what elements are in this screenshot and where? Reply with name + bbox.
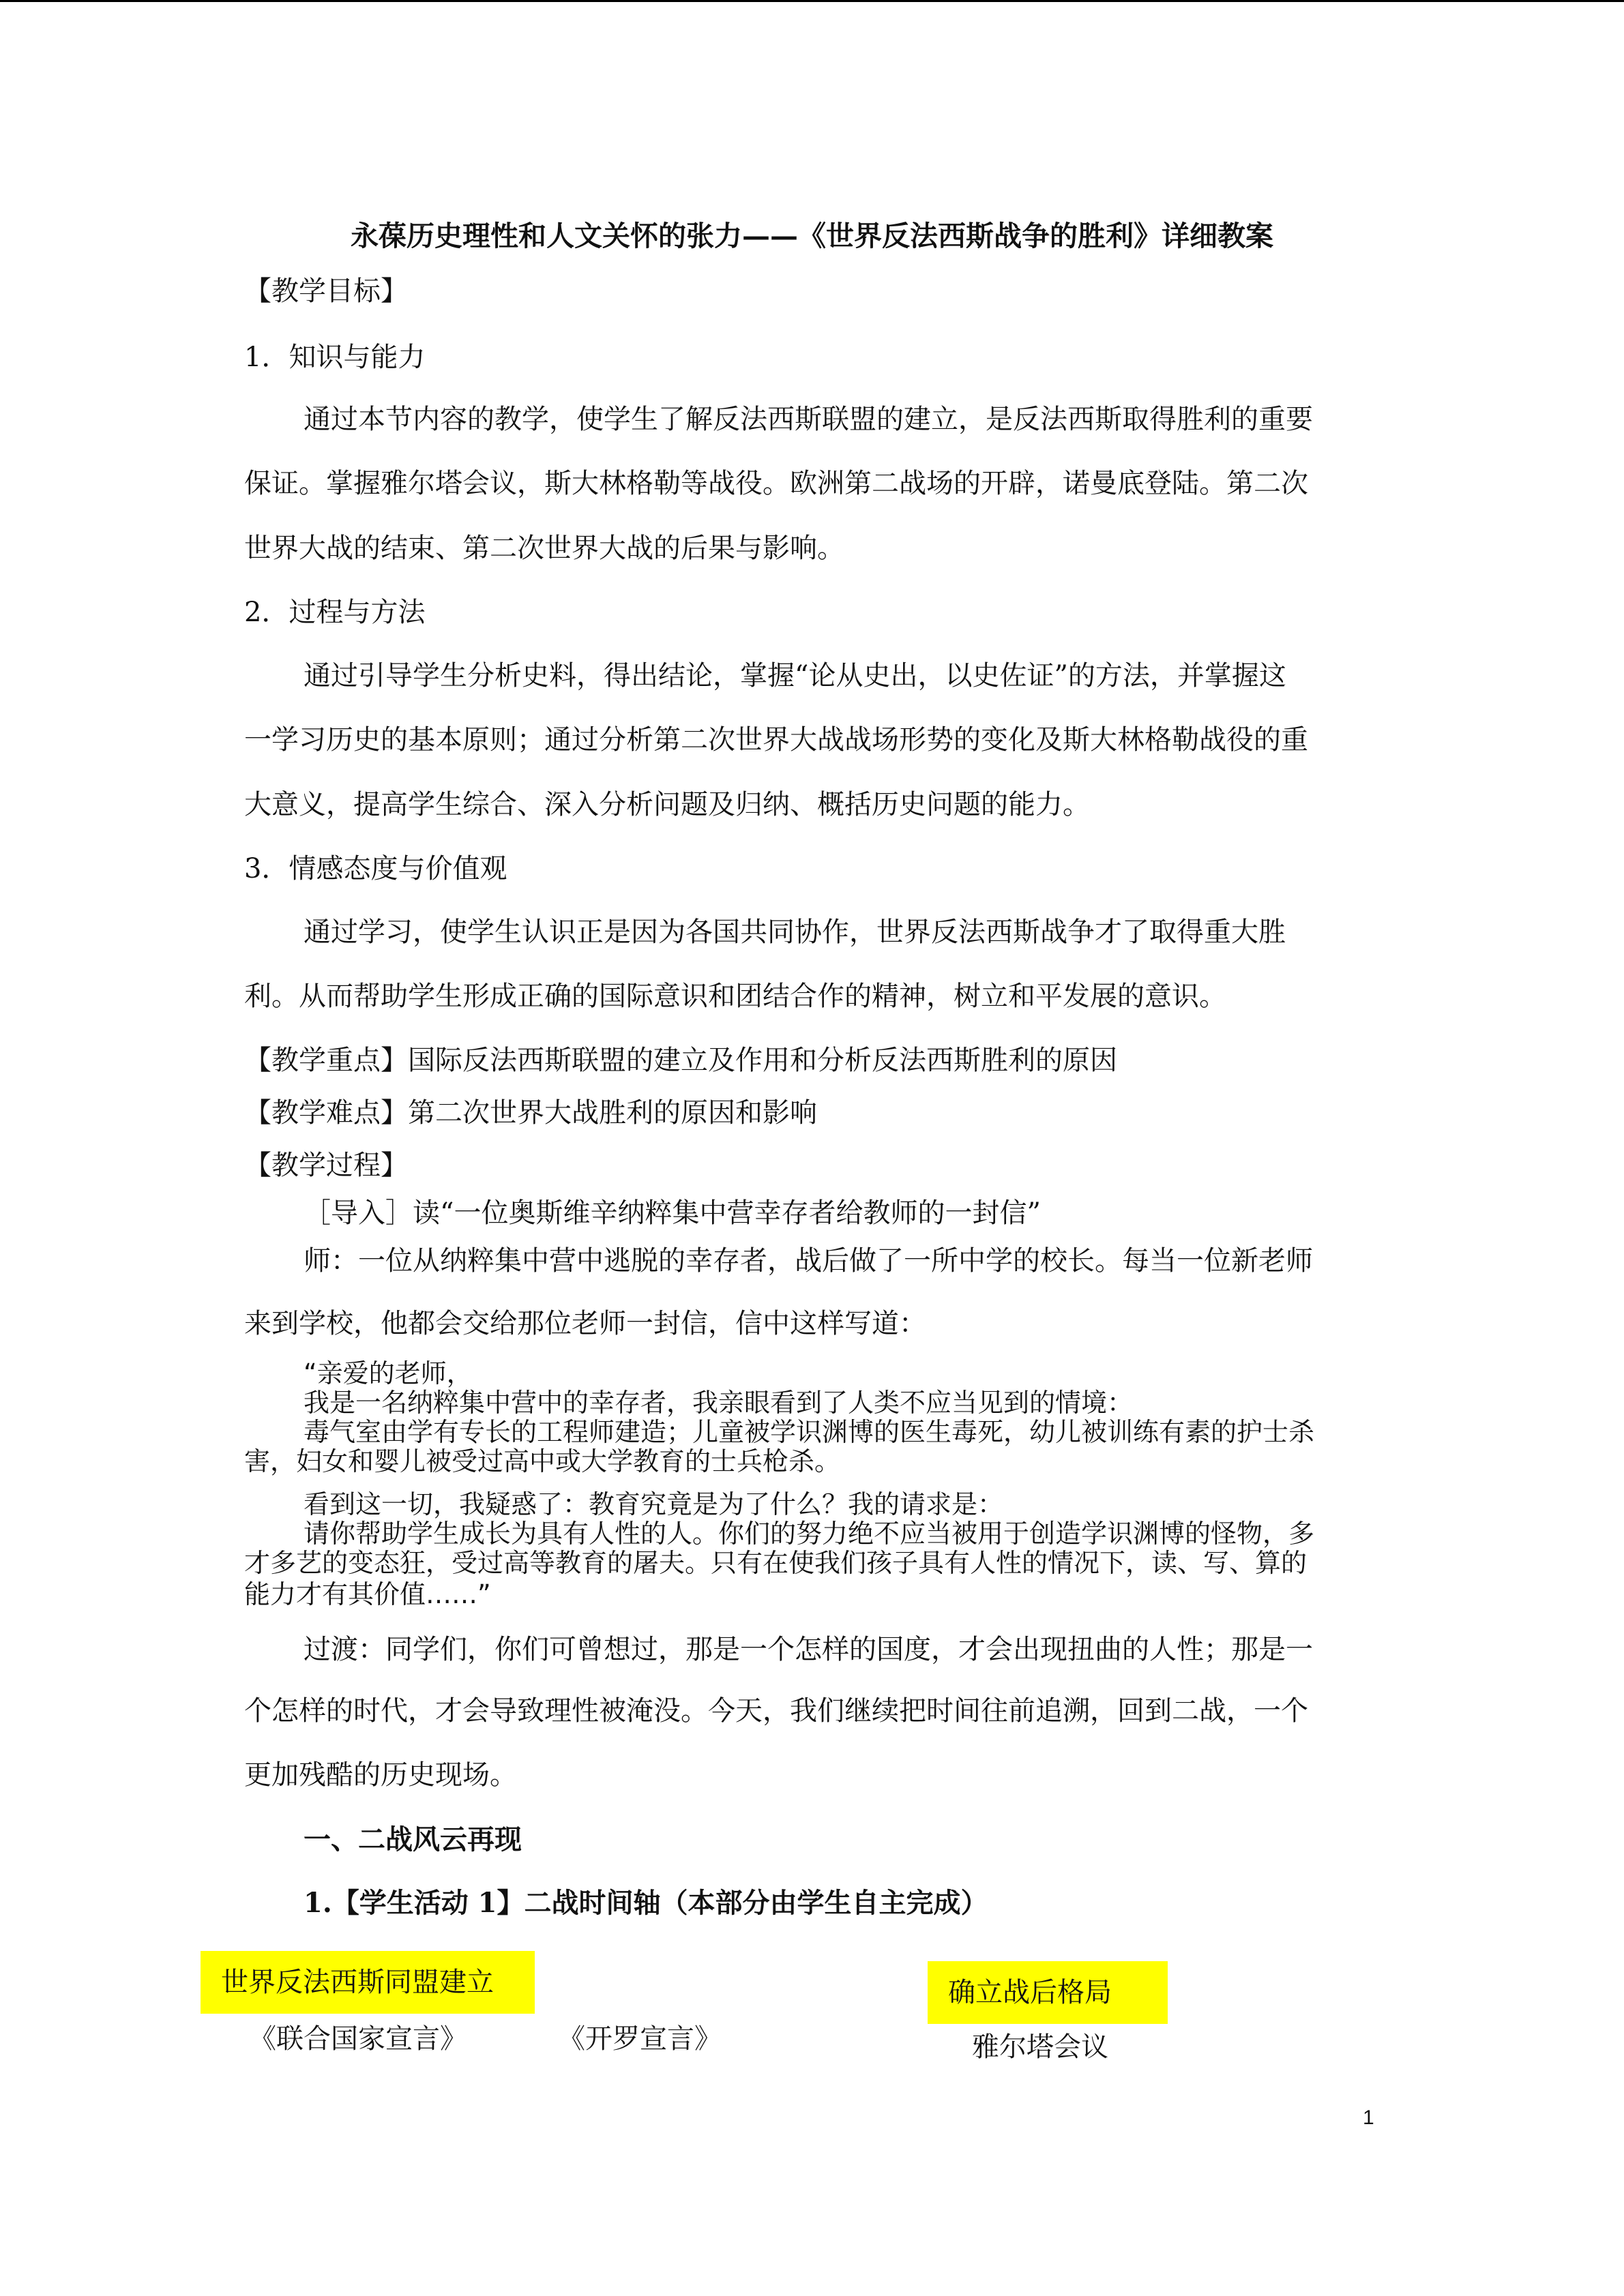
key-point: 【教学重点】国际反法西斯联盟的建立及作用和分析反法西斯胜利的原因	[244, 1045, 1117, 1076]
teacher-line: 来到学校，他都会交给那位老师一封信，信中这样写道：	[244, 1308, 926, 1339]
letter-line: 能力才有其价值……”	[244, 1579, 491, 1609]
letter-line: 看到这一切，我疑惑了：教育究竟是为了什么？我的请求是：	[304, 1489, 1004, 1519]
emotion-paragraph-line: 通过学习，使学生认识正是因为各国共同协作，世界反法西斯战争才了取得重大胜	[304, 916, 1286, 948]
difficulty: 【教学难点】第二次世界大战胜利的原因和影响	[244, 1097, 817, 1129]
letter-line: 我是一名纳粹集中营中的幸存者，我亲眼看到了人类不应当见到的情境：	[304, 1388, 1134, 1418]
knowledge-paragraph-line: 保证。掌握雅尔塔会议，斯大林格勒等战役。欧洲第二战场的开辟，诺曼底登陆。第二次	[244, 468, 1308, 499]
teacher-line: 师：一位从纳粹集中营中逃脱的幸存者，战后做了一所中学的校长。每当一位新老师	[304, 1245, 1313, 1277]
letter-line: 毒气室由学有专长的工程师建造；儿童被学识渊博的医生毒死，幼儿被训练有素的护士杀	[304, 1417, 1315, 1447]
knowledge-paragraph-line: 通过本节内容的教学，使学生了解反法西斯联盟的建立，是反法西斯取得胜利的重要	[304, 404, 1313, 435]
transition-line: 过渡：同学们，你们可曾想过，那是一个怎样的国度，才会出现扭曲的人性；那是一	[304, 1634, 1313, 1665]
page-number: 1	[1363, 2106, 1374, 2129]
process-paragraph-line: 通过引导学生分析史料，得出结论，掌握“论从史出，以史佐证”的方法，并掌握这	[304, 660, 1286, 691]
timeline-box-alliance	[201, 1951, 535, 2014]
transition-line: 更加残酷的历史现场。	[244, 1759, 517, 1791]
objectives-heading: 【教学目标】	[244, 275, 408, 307]
emotion-values-title: 3．情感态度与价值观	[244, 853, 507, 884]
timeline-item: 雅尔塔会议	[972, 2031, 1108, 2063]
process-heading: 【教学过程】	[244, 1150, 408, 1181]
letter-line: 请你帮助学生成长为具有人性的人。你们的努力绝不应当被用于创造学识渊博的怪物，多	[304, 1519, 1315, 1549]
process-method-title: 2．过程与方法	[244, 597, 426, 628]
transition-line: 个怎样的时代，才会导致理性被淹没。今天，我们继续把时间往前追溯，回到二战，一个	[244, 1695, 1308, 1727]
emotion-paragraph-line: 利。从而帮助学生形成正确的国际意识和团结合作的精神，树立和平发展的意识。	[244, 981, 1226, 1012]
timeline-item: 《联合国家宣言》	[249, 2023, 467, 2055]
process-paragraph-line: 大意义，提高学生综合、深入分析问题及归纳、概括历史问题的能力。	[244, 789, 1090, 820]
timeline-box-postwar	[928, 1961, 1168, 2024]
timeline-item: 《开罗宣言》	[558, 2023, 722, 2055]
timeline-box-label: 确立战后格局	[948, 1977, 1112, 2008]
timeline-box-label: 世界反法西斯同盟建立	[221, 1967, 494, 1998]
knowledge-ability-title: 1．知识与能力	[244, 342, 426, 373]
letter-line: 害，妇女和婴儿被受过高中或大学教育的士兵枪杀。	[244, 1446, 841, 1476]
letter-line: “亲爱的老师，	[304, 1358, 473, 1388]
activity-heading: 1.【学生活动 1】二战时间轴（本部分由学生自主完成）	[304, 1887, 988, 1919]
knowledge-paragraph-line: 世界大战的结束、第二次世界大战的后果与影响。	[244, 533, 844, 564]
letter-line: 才多艺的变态狂，受过高等教育的屠夫。只有在使我们孩子具有人性的情况下，读、写、算的	[244, 1548, 1308, 1578]
process-paragraph-line: 一学习历史的基本原则；通过分析第二次世界大战战场形势的变化及斯大林格勒战役的重	[244, 724, 1308, 756]
document-title: 永葆历史理性和人文关怀的张力——《世界反法西斯战争的胜利》详细教案	[351, 220, 1273, 252]
section-heading: 一、二战风云再现	[304, 1823, 522, 1855]
intro-line: ［导入］读“一位奥斯维辛纳粹集中营幸存者给教师的一封信”	[304, 1197, 1041, 1229]
